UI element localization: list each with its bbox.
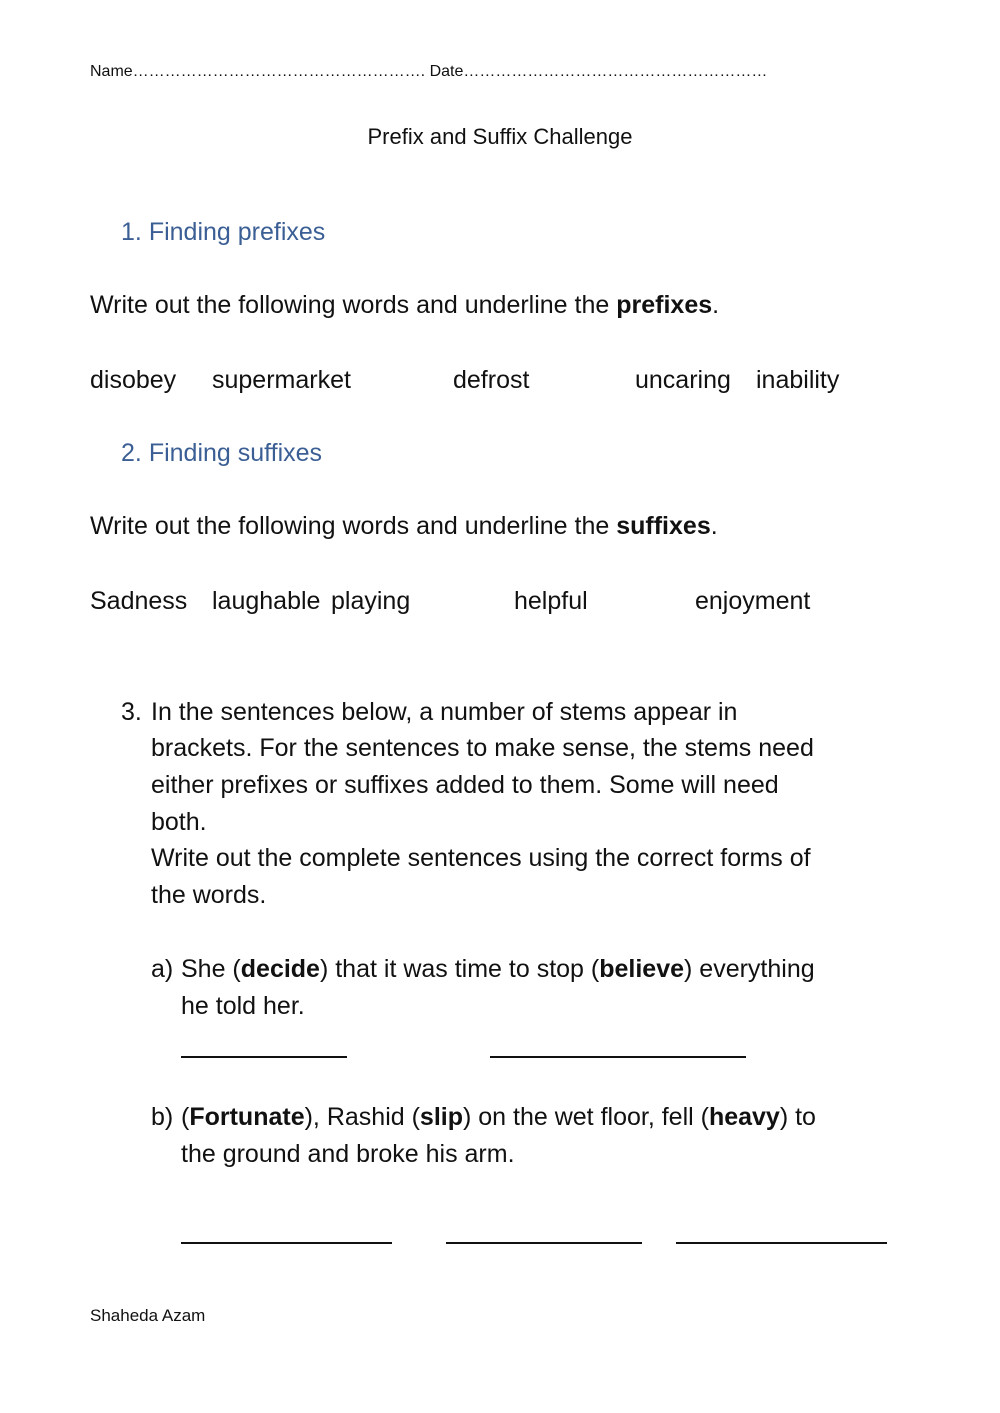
sentence-a-line-2: he told her. (181, 992, 305, 1020)
section-2-heading: 2. Finding suffixes (121, 439, 323, 467)
answer-blank[interactable] (490, 1056, 746, 1058)
suffix-word: helpful (514, 587, 588, 615)
prefix-word: uncaring (635, 366, 731, 394)
prefix-word: defrost (453, 366, 530, 394)
suffix-word: enjoyment (695, 587, 811, 615)
suffix-word: laughable (212, 587, 321, 615)
page-title: Prefix and Suffix Challenge (367, 124, 633, 149)
answer-blank[interactable] (676, 1242, 887, 1244)
suffix-word: playing (331, 587, 411, 615)
sentence-a-label: a) (151, 955, 174, 983)
author-footer: Shaheda Azam (90, 1306, 206, 1325)
section-2-instruction: Write out the following words and underline the suffixes. (90, 512, 718, 540)
sentence-b-line-2: the ground and broke his arm. (181, 1140, 515, 1168)
suffix-word: Sadness (90, 587, 188, 615)
section-3-intro-line: In the sentences below, a number of stems appear in (151, 698, 738, 726)
section-1-heading: 1. Finding prefixes (121, 218, 326, 246)
sentence-b-label: b) (151, 1103, 174, 1131)
section-3-intro-line: brackets. For the sentences to make sense, the stems need (151, 734, 814, 762)
section-3-intro-line: the words. (151, 881, 267, 909)
section-3-intro-line: either prefixes or suffixes added to them. Some will need (151, 771, 779, 799)
section-3-number: 3. (121, 698, 142, 726)
prefix-word: inability (756, 366, 840, 394)
answer-blank[interactable] (181, 1056, 347, 1058)
section-3-intro-line: both. (151, 808, 207, 836)
sentence-a-line-1: She (decide) that it was time to stop (believe) everything (181, 955, 815, 983)
section-1-instruction: Write out the following words and underline the prefixes. (90, 291, 720, 319)
answer-blank[interactable] (181, 1242, 392, 1244)
prefix-word: disobey (90, 366, 177, 394)
name-field-label: Name………………………………………………. (90, 63, 426, 80)
answer-blank[interactable] (446, 1242, 642, 1244)
prefix-word: supermarket (212, 366, 351, 394)
sentence-b-line-1: (Fortunate), Rashid (slip) on the wet floor, fell (heavy) to (181, 1103, 816, 1131)
date-field-label: Date………………………………………………… (429, 63, 768, 80)
section-3-intro-line: Write out the complete sentences using the correct forms of (151, 844, 811, 872)
